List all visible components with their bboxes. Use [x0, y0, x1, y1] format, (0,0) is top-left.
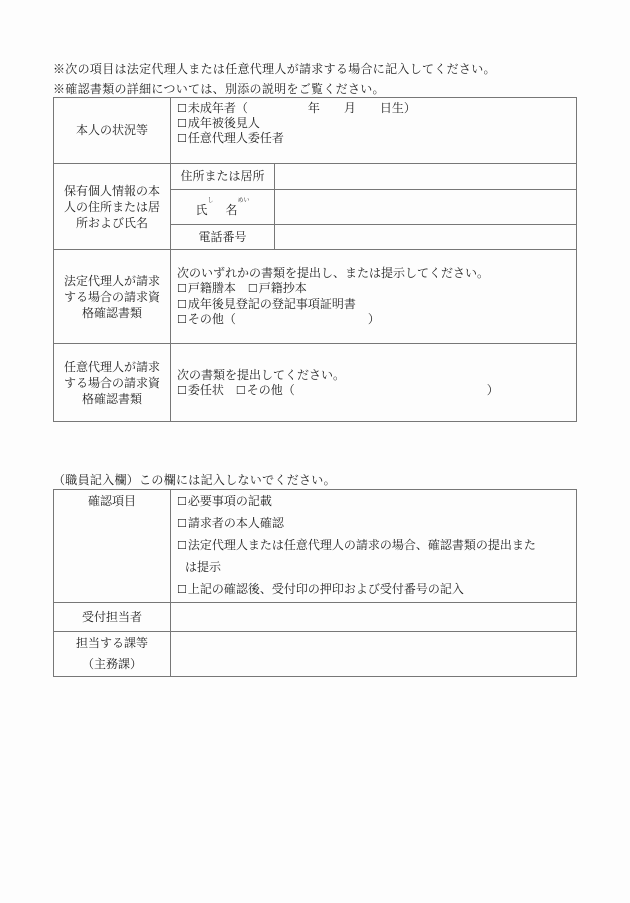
legal-agent-instruction: 次のいずれかの書類を提出し、または提示してください。	[177, 265, 490, 280]
checkbox-voluntary-other[interactable]: ☐ その他（ ）	[236, 383, 499, 397]
checkbox-guardianship-certificate[interactable]: ☐ 成年後見登記の登記事項証明書	[177, 297, 576, 313]
status-label: 本人の状況等	[54, 98, 171, 164]
checkbox-agent-documents-cont: は提示	[185, 560, 222, 574]
person-info-label	[54, 164, 171, 250]
person-info-label-line: 所および氏名	[75, 215, 148, 230]
receiver-field[interactable]	[171, 603, 577, 632]
department-field[interactable]	[171, 632, 577, 677]
checkbox-power-of-attorney[interactable]: ☐ 委任状	[177, 383, 224, 397]
receiver-label: 受付担当者	[54, 603, 171, 632]
voluntary-agent-label	[54, 344, 171, 422]
receiver-row	[54, 603, 577, 632]
check-items-row	[54, 490, 577, 603]
voluntary-agent-label-line: 格確認書類	[81, 391, 142, 406]
department-row	[54, 632, 577, 677]
check-items-label: 確認項目	[54, 490, 171, 603]
status-options	[171, 98, 577, 164]
checkbox-receipt-stamp[interactable]: ☐ 上記の確認後、受付印の押印および受付番号の記入	[177, 578, 576, 600]
legal-agent-label-line: する場合の請求資	[63, 289, 160, 304]
voluntary-agent-documents	[171, 344, 577, 422]
legal-agent-label-line: 法定代理人が請求	[63, 273, 160, 288]
legal-agent-label-line: 格確認書類	[81, 305, 142, 320]
name-label-shi: 氏し	[195, 196, 214, 217]
checkbox-voluntary-principal[interactable]: ☐ 任意代理人委任者	[177, 131, 576, 146]
staff-use-table	[53, 489, 577, 677]
department-label	[54, 632, 171, 677]
phone-field[interactable]	[275, 225, 577, 250]
name-label-mei: 名めい	[225, 196, 250, 217]
checkbox-minor[interactable]: ☐ 未成年者（ 年 月 日生）	[177, 101, 576, 116]
address-row	[54, 164, 577, 190]
legal-agent-documents	[171, 250, 577, 344]
agent-request-table	[53, 97, 577, 422]
checkbox-adult-ward[interactable]: ☐ 成年被後見人	[177, 116, 576, 131]
department-label-sub: （主務課）	[81, 657, 142, 671]
voluntary-agent-row	[54, 344, 577, 422]
checkbox-agent-documents[interactable]: ☐ 法定代理人または任意代理人の請求の場合、確認書類の提出また	[177, 534, 576, 556]
voluntary-agent-instruction: 次の書類を提出してください。	[177, 367, 346, 382]
legal-agent-label	[54, 250, 171, 344]
check-items-list	[171, 490, 577, 603]
address-field[interactable]	[275, 164, 577, 190]
voluntary-agent-label-line: する場合の請求資	[63, 375, 160, 390]
department-label-line: 担当する課等	[75, 636, 148, 650]
instruction-note-agent: ※次の項目は法定代理人または任意代理人が請求する場合に記入してください。	[53, 62, 496, 76]
instruction-note-documents: ※確認書類の詳細については、別添の説明をご覧ください。	[53, 82, 385, 96]
legal-agent-row	[54, 250, 577, 344]
phone-label: 電話番号	[171, 225, 275, 250]
status-row	[54, 98, 577, 164]
person-info-label-line: 保有個人情報の本	[63, 183, 160, 198]
checkbox-family-register-full[interactable]: ☐ 戸籍謄本	[177, 281, 236, 295]
voluntary-agent-label-line: 任意代理人が請求	[63, 359, 160, 374]
checkbox-legal-other[interactable]: ☐ その他（ ）	[177, 312, 576, 328]
checkbox-required-fields[interactable]: ☐ 必要事項の記載	[177, 490, 576, 512]
name-label	[171, 190, 275, 225]
person-info-label-line: 人の住所または居	[63, 199, 160, 214]
checkbox-requester-identity[interactable]: ☐ 請求者の本人確認	[177, 512, 576, 534]
name-field[interactable]	[275, 190, 577, 225]
staff-section-heading: （職員記入欄）この欄には記入しないでください。	[53, 473, 336, 487]
address-label: 住所または居所	[171, 164, 275, 190]
checkbox-family-register-extract[interactable]: ☐ 戸籍抄本	[248, 281, 307, 295]
